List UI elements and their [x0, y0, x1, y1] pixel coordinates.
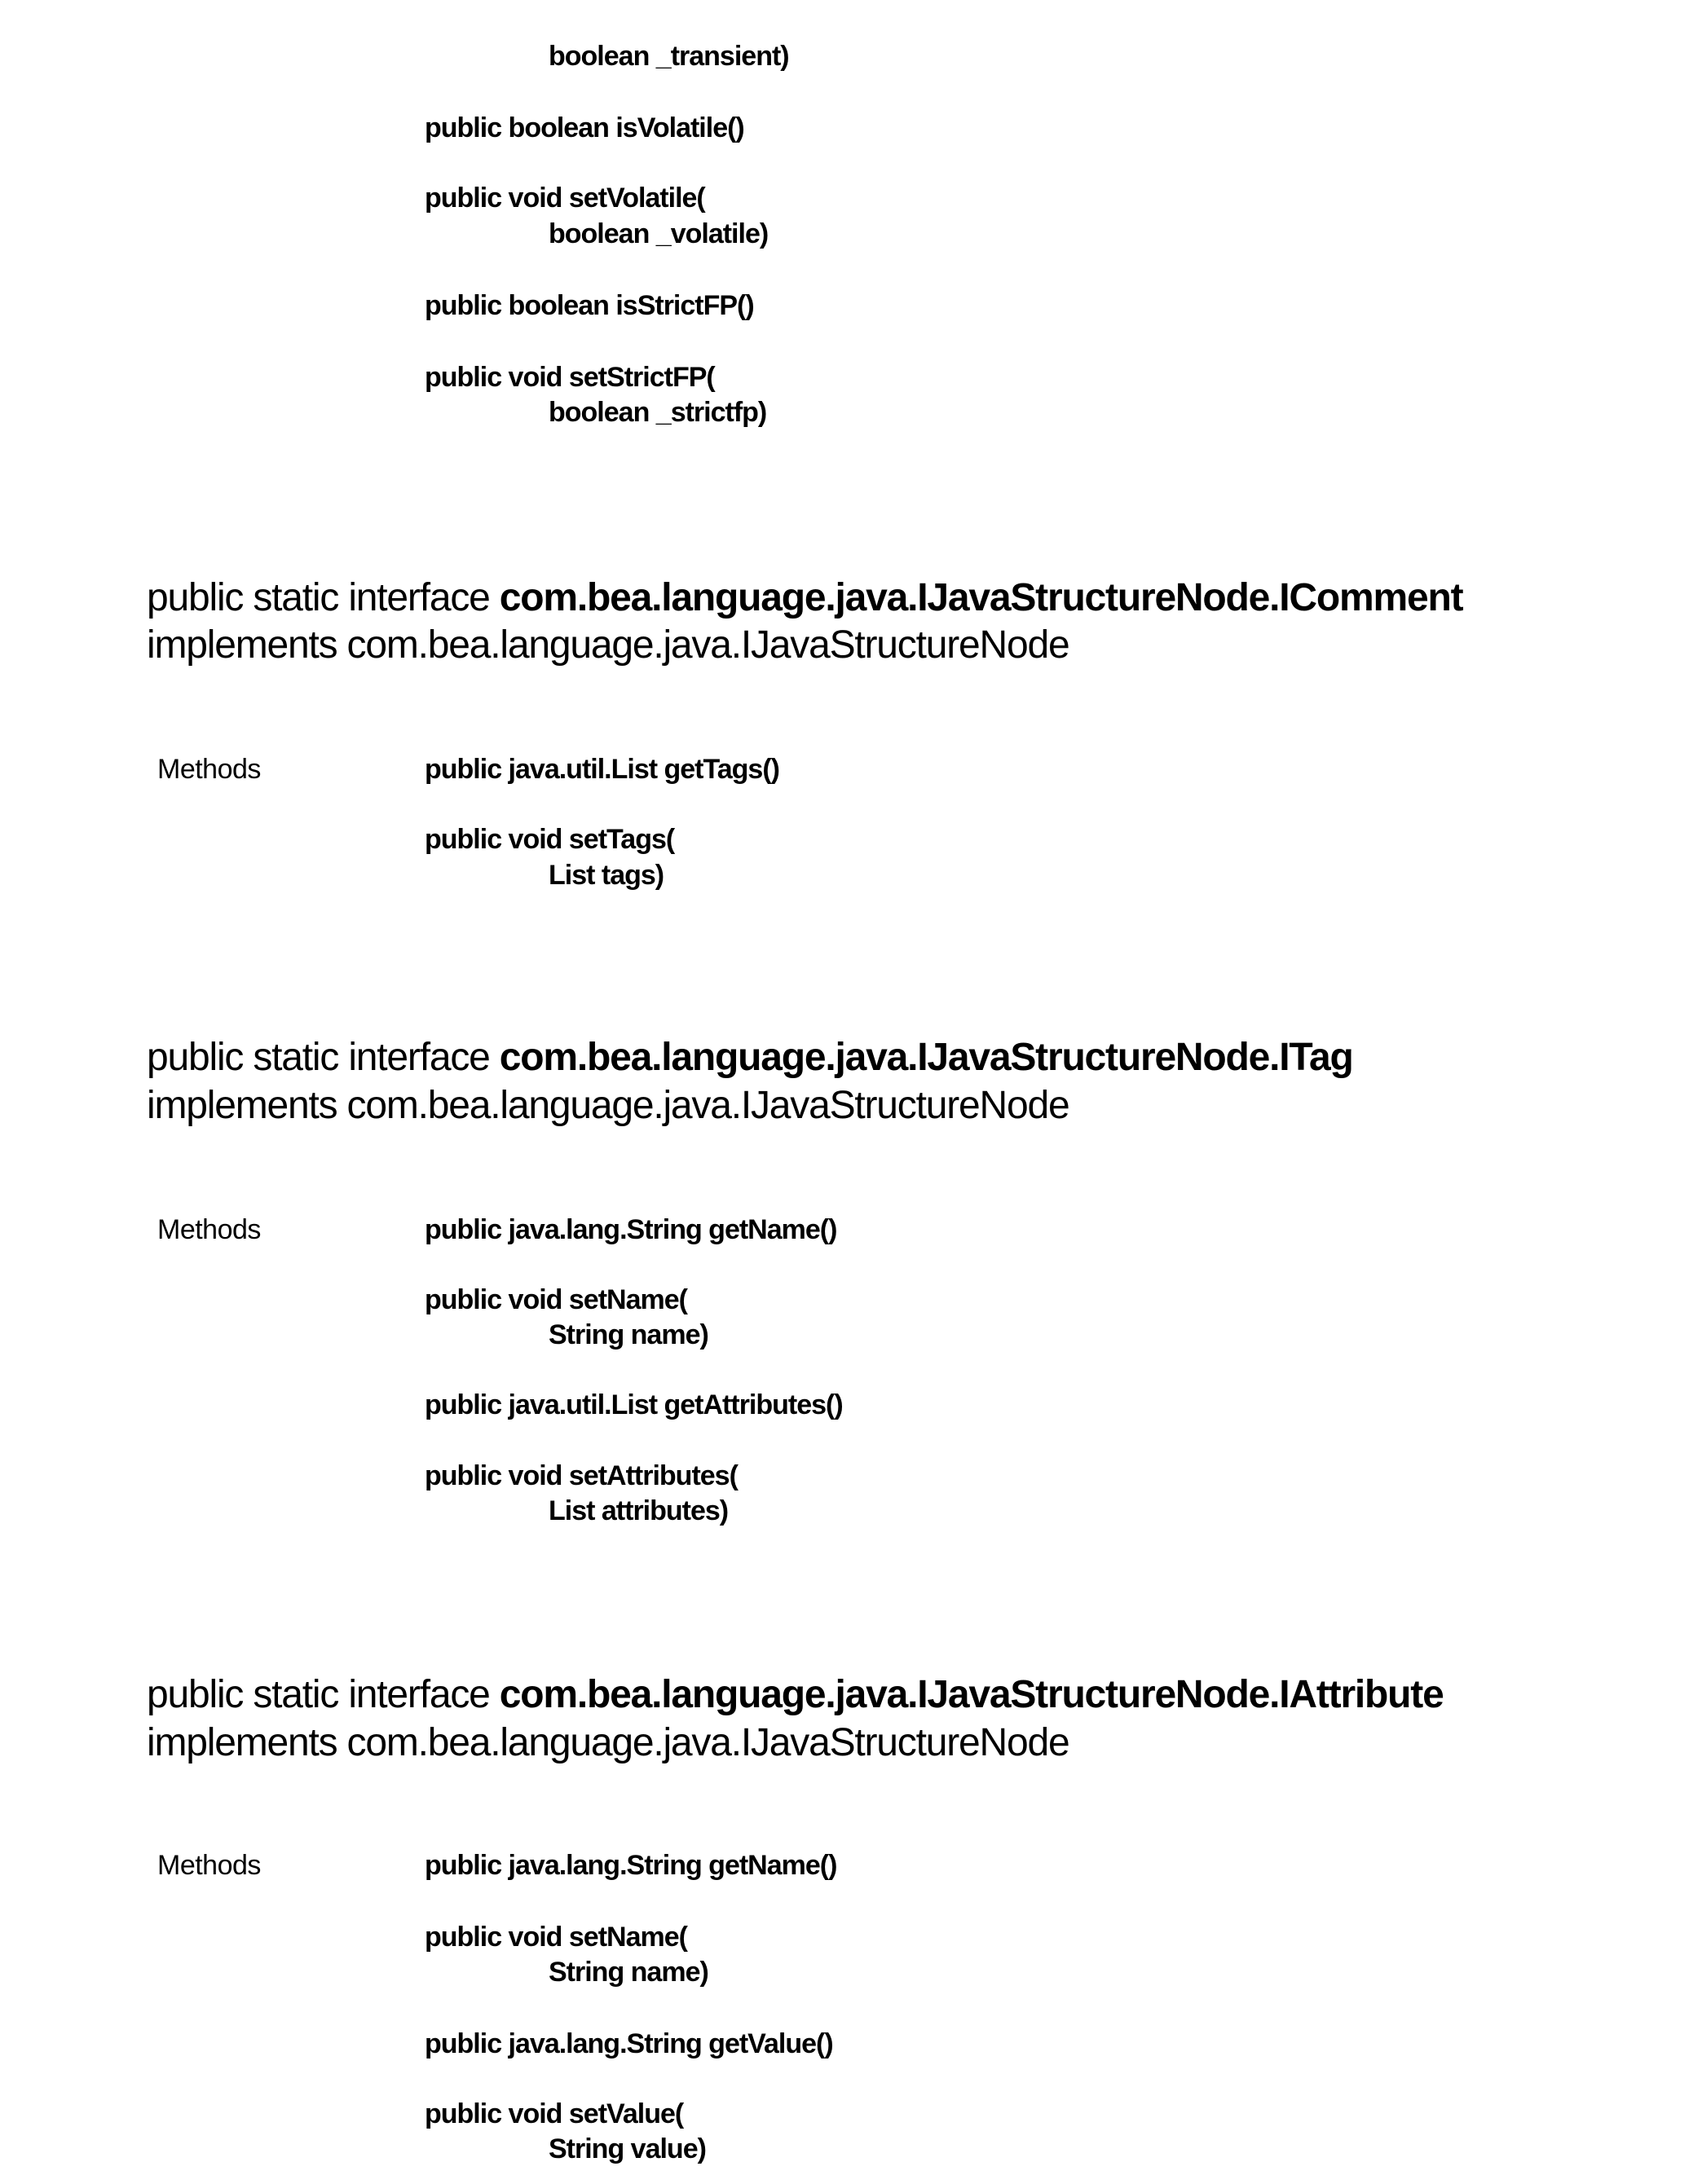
method-signature: public void setTags(: [425, 823, 674, 856]
method-signature: public void setName(: [425, 1921, 687, 1953]
method-signature: public void setAttributes(: [425, 1460, 738, 1492]
interface-implements: implements com.bea.language.java.IJavaStructureNode: [147, 1720, 1069, 1766]
method-signature: public java.lang.String getValue(): [425, 2028, 833, 2060]
method-param: String name): [549, 1319, 708, 1351]
method-signature: public void setVolatile(: [425, 182, 705, 214]
method-signature: public boolean isVolatile(): [425, 112, 744, 144]
method-param: String value): [549, 2133, 706, 2165]
interface-heading: [147, 575, 1462, 621]
interface-prefix: public static interface: [147, 1036, 500, 1079]
interface-prefix: public static interface: [147, 1673, 500, 1716]
method-signature: public java.lang.String getName(): [425, 1213, 836, 1246]
interface-heading: [147, 1035, 1353, 1081]
methods-label: Methods: [157, 1849, 261, 1882]
method-signature: public void setStrictFP(: [425, 361, 715, 394]
interface-prefix: public static interface: [147, 576, 500, 619]
method-param: boolean _volatile): [549, 218, 768, 250]
interface-heading: [147, 1672, 1444, 1718]
method-signature: public boolean isStrictFP(): [425, 289, 754, 322]
methods-label: Methods: [157, 753, 261, 786]
method-signature: public java.lang.String getName(): [425, 1849, 836, 1882]
interface-implements: implements com.bea.language.java.IJavaStructureNode: [147, 1083, 1069, 1129]
methods-label: Methods: [157, 1213, 261, 1246]
method-signature: public java.util.List getAttributes(): [425, 1389, 843, 1421]
interface-implements: implements com.bea.language.java.IJavaStructureNode: [147, 623, 1069, 668]
method-signature: public void setName(: [425, 1284, 687, 1316]
method-param: List attributes): [549, 1495, 728, 1527]
interface-name: com.bea.language.java.IJavaStructureNode.ITag: [500, 1036, 1353, 1079]
method-param: boolean _strictfp): [549, 396, 766, 429]
method-param: String name): [549, 1956, 708, 1988]
method-signature: public void setValue(: [425, 2098, 683, 2130]
interface-name: com.bea.language.java.IJavaStructureNode.IComment: [500, 576, 1463, 619]
method-param: List tags): [549, 859, 664, 892]
interface-name: com.bea.language.java.IJavaStructureNode.IAttribute: [500, 1673, 1444, 1716]
method-signature: public java.util.List getTags(): [425, 753, 779, 786]
method-param: boolean _transient): [549, 40, 789, 73]
